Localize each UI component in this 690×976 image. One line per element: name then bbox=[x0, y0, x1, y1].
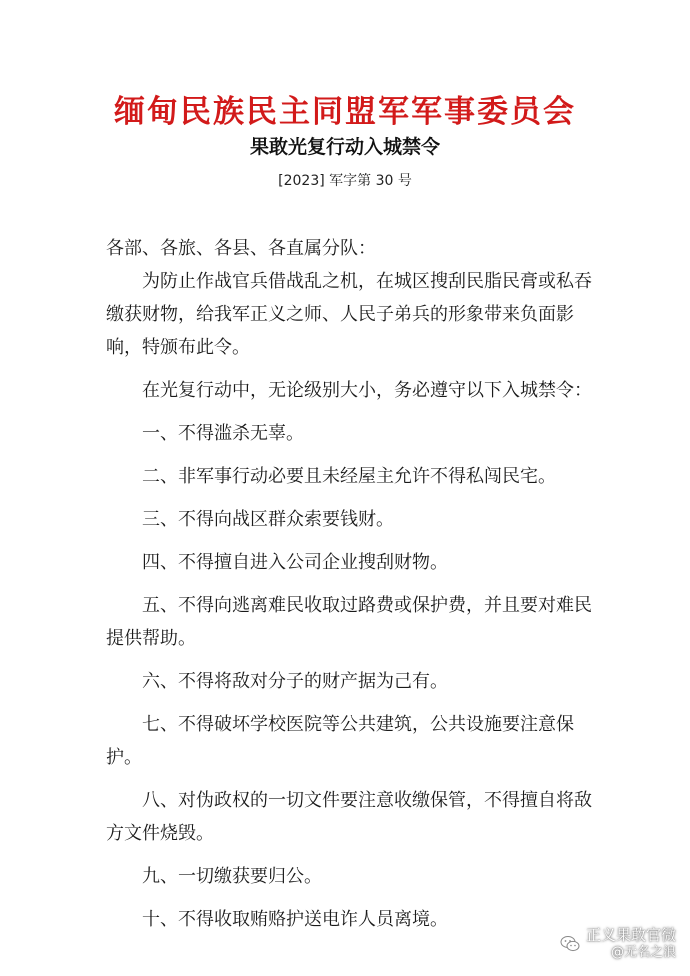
document-body bbox=[106, 232, 596, 936]
watermark-handle: @无名之浪 bbox=[610, 945, 676, 960]
rule-2: 二、非军事行动必要且未经屋主允许不得私闯民宅。 bbox=[142, 466, 556, 487]
rule-8: 八、对伪政权的一切文件要注意收缴保管，不得擅自将敌方文件烧毁。 bbox=[106, 790, 592, 844]
addressee: 各部、各旅、各县、各直属分队： bbox=[106, 238, 376, 259]
rule-10: 十、不得收取贿赂护送电诈人员离境。 bbox=[142, 909, 448, 930]
intro-paragraph: 为防止作战官兵借战乱之机，在城区搜刮民脂民膏或私吞缴获财物，给我军正义之师、人民子弟兵的形象带来负面影响，特颁布此令。 bbox=[106, 271, 592, 358]
rule-1: 一、不得滥杀无辜。 bbox=[142, 423, 304, 444]
rule-7: 七、不得破坏学校医院等公共建筑，公共设施要注意保护。 bbox=[106, 714, 574, 768]
watermark-account: 正义果敢官微 bbox=[585, 926, 676, 944]
rule-3: 三、不得向战区群众索要钱财。 bbox=[142, 509, 394, 530]
document-number: [2023] 军字第 30 号 bbox=[278, 173, 412, 189]
rule-4: 四、不得擅自进入公司企业搜刮财物。 bbox=[142, 552, 448, 573]
organization-name: 缅甸民族民主同盟军军事委员会 bbox=[114, 94, 576, 130]
rule-6: 六、不得将敌对分子的财产据为己有。 bbox=[142, 671, 448, 692]
watermark bbox=[560, 926, 676, 962]
lead-paragraph: 在光复行动中，无论级别大小，务必遵守以下入城禁令： bbox=[142, 380, 592, 401]
wechat-icon bbox=[560, 935, 580, 953]
rule-9: 九、一切缴获要归公。 bbox=[142, 866, 322, 887]
rule-5: 五、不得向逃离难民收取过路费或保护费，并且要对难民提供帮助。 bbox=[106, 595, 592, 649]
document-title: 果敢光复行动入城禁令 bbox=[249, 136, 440, 158]
